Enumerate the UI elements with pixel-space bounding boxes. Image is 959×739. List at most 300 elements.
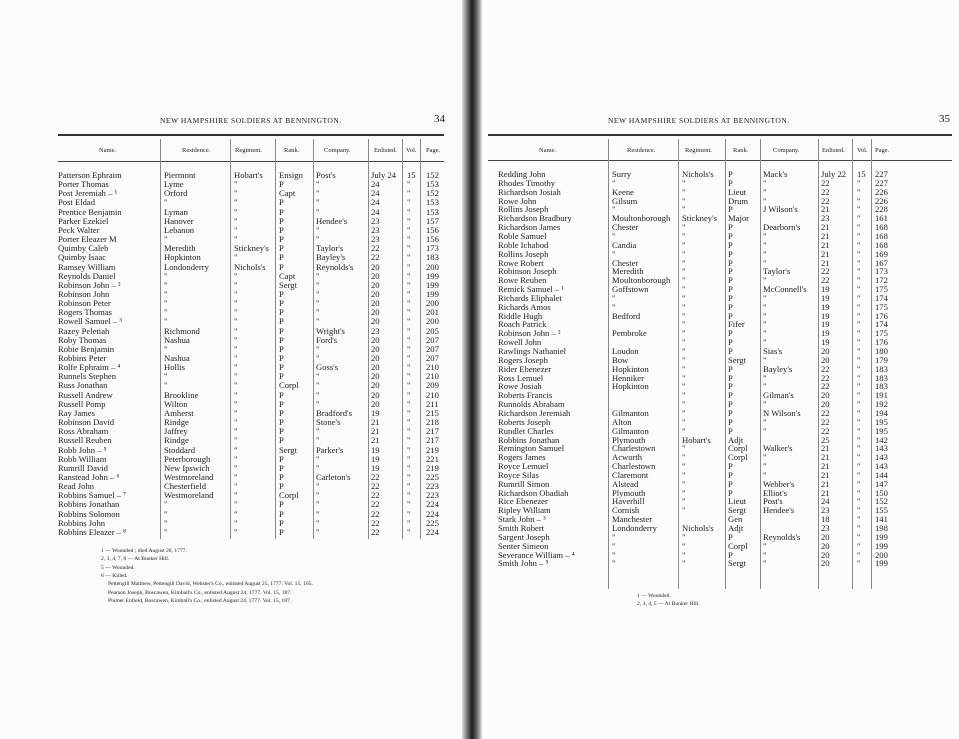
cell-rank: P	[279, 508, 284, 519]
cell-page: 153	[426, 206, 439, 217]
cell-name: Peck Walter	[58, 224, 100, 235]
cell-enlisted: 20	[371, 298, 380, 309]
cell-page: 141	[875, 514, 888, 525]
col-header-page: Page.	[875, 147, 890, 154]
cell-rank: P	[728, 549, 733, 560]
cell-name: Richardson Bradbury	[498, 213, 572, 224]
cell-vol: "	[407, 279, 411, 290]
cell-regiment: "	[682, 337, 686, 348]
cell-enlisted: 22	[821, 372, 830, 383]
cell-name: Robb John – ⁵	[58, 444, 107, 455]
cell-vol: "	[407, 334, 411, 345]
cell-name: Robinson John	[58, 288, 110, 299]
cell-name: Smith John – ⁵	[498, 558, 549, 569]
cell-residence: Bow	[612, 354, 629, 365]
cell-page: 226	[875, 195, 888, 206]
cell-residence: "	[612, 301, 616, 312]
table-top-rule	[58, 134, 444, 136]
cell-regiment: "	[682, 540, 686, 551]
cell-page: 153	[426, 197, 439, 208]
cell-rank: P	[279, 316, 284, 327]
cell-name: Runnolds Abraham	[498, 399, 565, 410]
cell-name: Robbins Jonathan	[58, 499, 120, 510]
cell-company: "	[316, 188, 320, 199]
cell-enlisted: 23	[371, 215, 380, 226]
cell-company: Post's	[763, 496, 783, 507]
cell-rank: P	[728, 222, 733, 233]
cell-residence: "	[612, 177, 616, 188]
cell-rank: P	[279, 398, 284, 409]
cell-company: "	[316, 499, 320, 510]
cell-enlisted: 21	[821, 239, 830, 250]
cell-page: 173	[426, 243, 439, 254]
cell-regiment: "	[682, 390, 686, 401]
cell-rank: P	[279, 325, 284, 336]
cell-regiment: "	[234, 407, 238, 418]
cell-company: "	[316, 517, 320, 528]
cell-company: "	[763, 275, 767, 286]
cell-regiment: "	[234, 362, 238, 373]
cell-regiment: "	[234, 398, 238, 409]
cell-page: 201	[426, 307, 439, 318]
cell-residence: Wilton	[164, 398, 188, 409]
cell-page: 217	[426, 435, 439, 446]
cell-vol: "	[857, 275, 861, 286]
col-header-name: Name.	[99, 147, 117, 154]
cell-rank: P	[728, 204, 733, 215]
cell-page: 169	[875, 248, 888, 259]
cell-regiment: "	[234, 334, 238, 345]
cell-regiment: "	[682, 239, 686, 250]
cell-residence: Lebanon	[164, 224, 195, 235]
cell-name: Remick Samuel – ¹	[498, 284, 564, 295]
cell-rank: P	[728, 478, 733, 489]
cell-rank: P	[279, 371, 284, 382]
cell-rank: P	[279, 499, 284, 510]
cell-regiment: "	[682, 230, 686, 241]
cell-vol: "	[857, 531, 861, 542]
cell-name: Robbins Peter	[58, 353, 107, 363]
cell-vol: "	[857, 407, 861, 418]
cell-name: Richardson Obadiah	[498, 487, 569, 498]
cell-name: Parker Ezekiel	[58, 215, 109, 226]
cell-name: Ramsey William	[58, 261, 116, 272]
cell-rank: P	[279, 288, 284, 299]
cell-enlisted: 20	[371, 343, 380, 354]
cell-page: 143	[875, 443, 888, 454]
cell-regiment: Hobart's	[682, 434, 711, 445]
cell-company: "	[763, 416, 767, 427]
cell-vol: "	[407, 288, 411, 299]
header-bottom-rule	[488, 160, 952, 161]
cell-page: 156	[426, 224, 439, 235]
cell-company: "	[316, 462, 320, 473]
cell-company: Dearborn's	[763, 222, 801, 233]
cell-rank: P	[279, 517, 284, 528]
cell-name: Senter Simeon	[498, 540, 549, 551]
cell-rank: P	[728, 381, 733, 392]
cell-rank: P	[728, 292, 733, 303]
cell-name: Rogers Thomas	[58, 307, 113, 318]
cell-vol: "	[857, 478, 861, 489]
cell-residence: "	[612, 230, 616, 241]
cell-rank: P	[279, 343, 284, 354]
cell-name: Robbins Samuel – ⁷	[58, 490, 127, 501]
cell-enlisted: 22	[371, 526, 380, 537]
cell-vol: "	[857, 230, 861, 241]
cell-regiment: "	[234, 307, 238, 318]
footnote: 1 — Wounded ; died August 26, 1777.	[101, 548, 187, 554]
cell-company: "	[763, 558, 767, 569]
cell-regiment: "	[682, 496, 686, 507]
cell-page: 218	[426, 417, 439, 428]
cell-rank: P	[728, 169, 733, 179]
cell-enlisted: 20	[821, 390, 830, 401]
cell-rank: P	[728, 363, 733, 374]
cell-residence: Charlestown	[612, 461, 656, 472]
column-divider	[368, 139, 369, 539]
column-divider	[313, 139, 314, 539]
cell-regiment: "	[682, 416, 686, 427]
cell-vol: "	[857, 195, 861, 206]
cell-page: 152	[426, 188, 439, 199]
cell-name: Richardson Josiah	[498, 186, 561, 197]
cell-vol: "	[407, 444, 411, 455]
cell-enlisted: 20	[371, 362, 380, 373]
cell-name: Reynolds Daniel	[58, 270, 116, 281]
cell-company: "	[316, 453, 320, 464]
cell-regiment: "	[234, 298, 238, 309]
cell-vol: "	[407, 398, 411, 409]
cell-company: Ford's	[316, 334, 338, 345]
cell-enlisted: 22	[371, 243, 380, 254]
cell-rank: Drum	[728, 195, 749, 206]
cell-page: 207	[426, 334, 439, 345]
cell-name: Rollins Joseph	[498, 204, 549, 215]
cell-page: 191	[875, 390, 888, 401]
cell-enlisted: July 22	[821, 169, 847, 179]
cell-regiment: "	[682, 363, 686, 374]
cell-residence: Gilmanton	[612, 407, 649, 418]
cell-rank: Capt	[279, 270, 296, 281]
cell-name: Rundlet Charles	[498, 425, 554, 436]
cell-rank: P	[279, 197, 284, 208]
cell-vol: "	[407, 471, 411, 482]
cell-page: 227	[875, 177, 888, 188]
cell-page: 210	[426, 371, 439, 382]
cell-company: "	[763, 540, 767, 551]
cell-enlisted: 24	[371, 197, 380, 208]
cell-company: Reynolds's	[316, 261, 354, 272]
cell-page: 153	[426, 179, 439, 190]
cell-page: 200	[426, 316, 439, 327]
cell-vol: "	[857, 239, 861, 250]
cell-company: "	[316, 270, 320, 281]
cell-company: N Wilson's	[763, 407, 801, 418]
cell-regiment: "	[234, 206, 238, 217]
cell-company: "	[763, 292, 767, 303]
cell-regiment: "	[682, 399, 686, 410]
cell-page: 143	[875, 452, 888, 463]
col-header-enlisted: Enlisted.	[374, 147, 397, 154]
cell-rank: Sergt	[728, 505, 746, 516]
cell-vol: "	[857, 248, 861, 259]
cell-enlisted: 22	[821, 186, 830, 197]
cell-rank: P	[728, 230, 733, 241]
cell-name: Robinson David	[58, 417, 115, 428]
cell-enlisted: 22	[371, 490, 380, 501]
column-divider	[420, 139, 421, 539]
cell-regiment: "	[682, 248, 686, 259]
cell-company: "	[763, 301, 767, 312]
cell-regiment: "	[234, 252, 238, 263]
cell-name: Rolfe Ephraim – ⁴	[58, 362, 121, 373]
cell-vol: "	[857, 213, 861, 224]
running-head: NEW HAMPSHIRE SOLDIERS AT BENNINGTON.	[608, 116, 790, 125]
cell-company: "	[316, 398, 320, 409]
cell-residence: Moultonborough	[612, 275, 671, 286]
cell-enlisted: 21	[821, 230, 830, 241]
cell-company: "	[763, 195, 767, 206]
cell-rank: Corpl	[728, 540, 748, 551]
cell-regiment: "	[234, 188, 238, 199]
cell-rank: P	[728, 328, 733, 339]
cell-vol: "	[407, 362, 411, 373]
cell-vol: 15	[857, 169, 866, 179]
cell-regiment: Nichols's	[682, 169, 714, 179]
cell-residence: Acworth	[612, 452, 643, 463]
cell-vol: "	[407, 224, 411, 235]
cell-vol: "	[857, 540, 861, 551]
cell-name: Rawlings Nathaniel	[498, 346, 567, 356]
cell-vol: "	[857, 381, 861, 392]
cell-residence: Keene	[612, 186, 634, 197]
cell-regiment: "	[682, 266, 686, 277]
cell-regiment: "	[234, 481, 238, 492]
cell-name: Robinson Joseph	[498, 266, 557, 277]
cell-company: Taylor's	[316, 243, 344, 254]
cell-enlisted: 19	[821, 328, 830, 339]
cell-name: Richards Amos	[498, 301, 551, 312]
cell-enlisted: 22	[821, 177, 830, 188]
cell-company: "	[316, 179, 320, 190]
cell-name: Rowell John	[498, 337, 542, 348]
col-header-vol: Vol.	[406, 147, 417, 154]
cell-residence: Piermont	[164, 170, 196, 180]
cell-enlisted: 22	[821, 275, 830, 286]
column-divider	[725, 139, 726, 589]
cell-residence: "	[164, 508, 168, 519]
cell-name: Robbins Jonathan	[498, 434, 560, 445]
cell-company: "	[763, 469, 767, 480]
cell-residence: "	[612, 204, 616, 215]
cell-name: Robbins Eleazer – ⁸	[58, 526, 127, 537]
cell-enlisted: 23	[821, 505, 830, 516]
cell-enlisted: 23	[371, 325, 380, 336]
cell-rank: P	[279, 334, 284, 345]
cell-company: "	[316, 298, 320, 309]
cell-rank: P	[728, 399, 733, 410]
cell-company: "	[763, 310, 767, 321]
footnote: Pearson Joseph, Boscawen, Kimball's Co., enlisted August 24, 1777. Vol. 15, 187.	[108, 589, 292, 596]
cell-residence: "	[164, 298, 168, 309]
cell-residence: Henniker	[612, 372, 644, 383]
cell-regiment: "	[682, 381, 686, 392]
cell-residence: "	[164, 380, 168, 391]
cell-vol: "	[407, 298, 411, 309]
cell-residence: Nashua	[164, 334, 190, 345]
cell-rank: P	[279, 224, 284, 235]
cell-enlisted: 20	[821, 399, 830, 410]
cell-residence: "	[164, 316, 168, 327]
cell-page: 174	[875, 292, 888, 303]
cell-enlisted: 24	[371, 188, 380, 199]
cell-rank: Major	[728, 213, 750, 224]
cell-company: "	[316, 288, 320, 299]
cell-vol: "	[857, 558, 861, 569]
cell-company: "	[763, 372, 767, 383]
col-header-name: Name.	[539, 147, 557, 154]
cell-rank: P	[279, 261, 284, 272]
cell-name: Rumrill David	[58, 462, 108, 473]
cell-residence: "	[164, 270, 168, 281]
cell-page: 150	[875, 487, 888, 498]
cell-rank: P	[279, 417, 284, 428]
cell-name: Rice Ebenezer	[498, 496, 548, 507]
cell-company: "	[763, 186, 767, 197]
cell-name: Rowe John	[498, 195, 537, 206]
cell-name: Roberts Joseph	[498, 416, 551, 427]
cell-enlisted: 20	[821, 558, 830, 569]
cell-name: Prentice Benjamin	[58, 206, 122, 217]
cell-vol: "	[407, 206, 411, 217]
cell-vol: "	[857, 266, 861, 277]
cell-vol: "	[857, 549, 861, 560]
cell-name: Porter Eleazer M	[58, 234, 117, 245]
cell-name: Royce Lemuel	[498, 461, 549, 472]
footnote: Plumer Enfield, Boscawen, Kimball's Co., enlisted August 24, 1777. Vol. 15, 187.	[108, 597, 292, 604]
cell-regiment: "	[682, 319, 686, 330]
cell-name: Quimby Caleb	[58, 243, 109, 254]
footnote: 6 — Killed.	[101, 572, 128, 579]
cell-page: 228	[875, 204, 888, 215]
cell-vol: "	[857, 284, 861, 295]
cell-page: 175	[875, 301, 888, 312]
cell-rank: P	[728, 275, 733, 286]
cell-residence: Pembroke	[612, 328, 647, 339]
cell-page: 224	[426, 499, 439, 510]
cell-enlisted: 23	[821, 213, 830, 224]
cell-page: 195	[875, 416, 888, 427]
cell-residence: Claremont	[612, 469, 649, 480]
cell-company: Reynolds's	[763, 531, 801, 542]
cell-enlisted: 21	[821, 257, 830, 268]
cell-residence: Meredith	[164, 243, 196, 254]
cell-page: 176	[875, 310, 888, 321]
cell-company: Webber's	[763, 478, 795, 489]
cell-enlisted: 22	[371, 252, 380, 263]
cell-rank: P	[279, 215, 284, 226]
cell-name: Rowe Robert	[498, 257, 544, 268]
cell-residence: Nashua	[164, 353, 190, 363]
cell-enlisted: 20	[371, 307, 380, 318]
cell-rank: Corpl	[728, 452, 748, 463]
cell-page: 217	[426, 426, 439, 437]
cell-rank: P	[279, 252, 284, 263]
cell-name: Porter Thomas	[58, 179, 109, 190]
cell-name: Rogers James	[498, 452, 546, 463]
cell-enlisted: 20	[371, 398, 380, 409]
cell-enlisted: 22	[821, 416, 830, 427]
cell-enlisted: 21	[821, 469, 830, 480]
cell-name: Robinson Peter	[58, 298, 111, 309]
cell-rank: P	[728, 469, 733, 480]
cell-enlisted: 21	[821, 204, 830, 215]
cell-enlisted: 19	[821, 301, 830, 312]
cell-regiment: "	[234, 325, 238, 336]
cell-rank: P	[279, 481, 284, 492]
cell-residence: Rindge	[164, 417, 189, 428]
cell-rank: P	[279, 453, 284, 464]
cell-residence: Candia	[612, 239, 637, 250]
footnote: 2, 3, 4, 7, 8 — At Bunker Hill.	[101, 556, 170, 563]
cell-company: Gilman's	[763, 390, 794, 401]
cell-rank: P	[728, 425, 733, 436]
cell-rank: P	[728, 407, 733, 418]
cell-page: 168	[875, 230, 888, 241]
cell-residence: "	[164, 197, 168, 208]
cell-page: 209	[426, 380, 439, 391]
cell-page: 175	[875, 328, 888, 339]
cell-residence: Richmond	[164, 325, 200, 336]
cell-regiment: "	[234, 471, 238, 482]
right-page	[482, 0, 959, 739]
cell-rank: P	[728, 284, 733, 295]
cell-enlisted: 21	[821, 487, 830, 498]
cell-page: 168	[875, 239, 888, 250]
cell-page: 223	[426, 481, 439, 492]
cell-regiment: "	[234, 279, 238, 290]
cell-rank: P	[728, 390, 733, 401]
cell-company: Wright's	[316, 325, 345, 336]
cell-regiment: "	[234, 435, 238, 446]
cell-page: 152	[426, 170, 439, 180]
cell-rank: P	[728, 310, 733, 321]
cell-enlisted: 21	[821, 461, 830, 472]
cell-regiment: "	[682, 310, 686, 321]
cell-regiment: "	[682, 346, 686, 356]
cell-vol: "	[857, 354, 861, 365]
col-header-regiment: Regiment.	[235, 147, 262, 154]
cell-vol: "	[857, 399, 861, 410]
cell-residence: Westmoreland	[164, 490, 214, 501]
cell-vol: "	[857, 469, 861, 480]
cell-name: Roby Thomas	[58, 334, 107, 345]
cell-rank: P	[728, 337, 733, 348]
cell-vol: "	[857, 496, 861, 507]
cell-regiment: "	[682, 452, 686, 463]
cell-vol: "	[857, 443, 861, 454]
cell-residence: Hollis	[164, 362, 186, 373]
cell-regiment: "	[682, 443, 686, 454]
cell-page: 176	[875, 337, 888, 348]
cell-residence: "	[612, 248, 616, 259]
cell-vol: "	[857, 292, 861, 303]
cell-vol: "	[407, 325, 411, 336]
cell-enlisted: 20	[821, 531, 830, 542]
cell-page: 143	[875, 461, 888, 472]
cell-name: Robinson John – ²	[498, 328, 561, 339]
